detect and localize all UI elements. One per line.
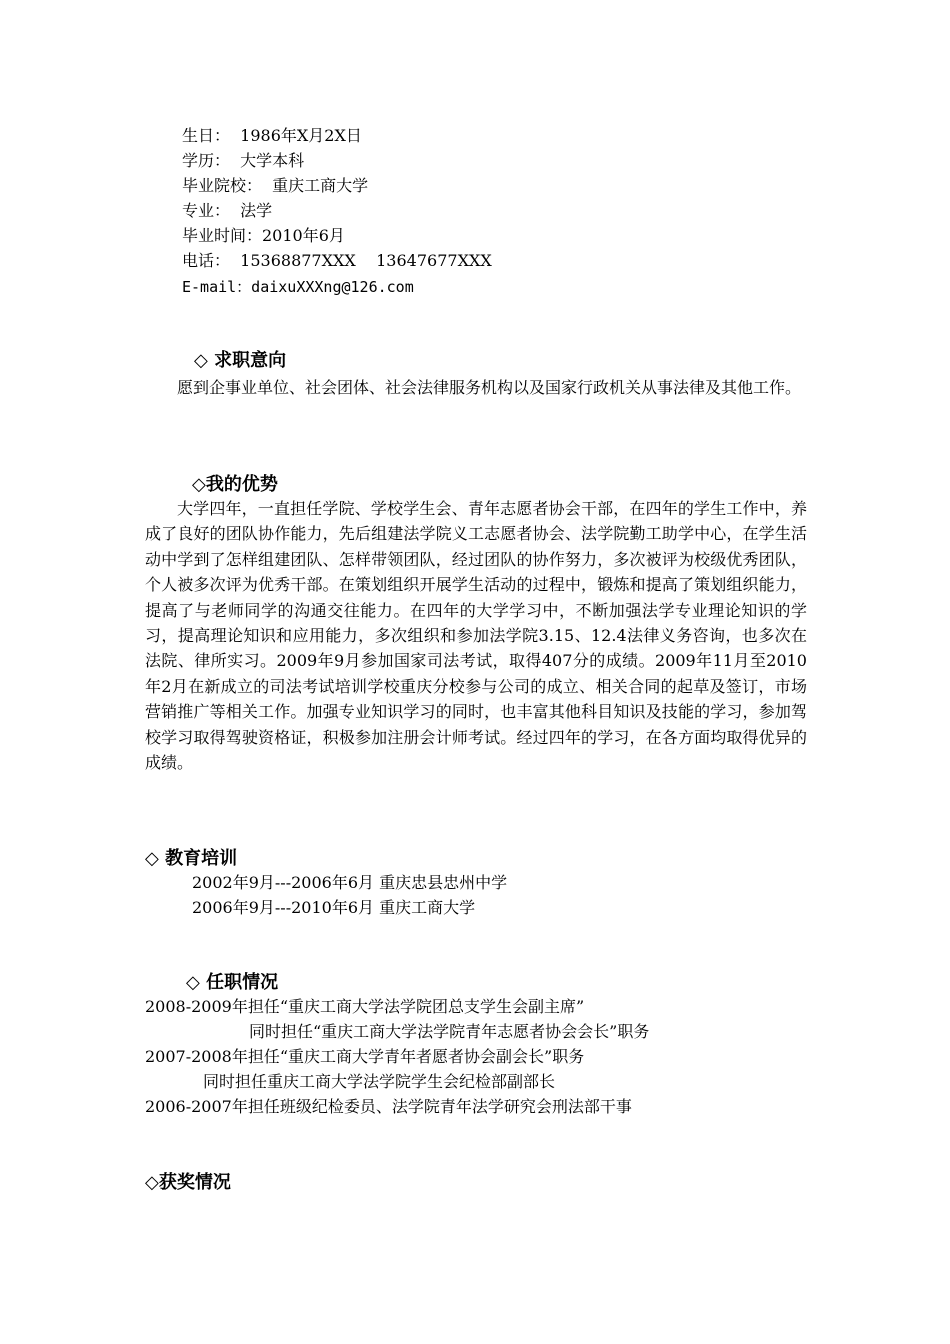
- education-item: 2002年9月---2006年6月 重庆忠县忠州中学: [192, 873, 508, 892]
- education-item: 2006年9月---2010年6月 重庆工商大学: [192, 898, 476, 917]
- job-intent-text: 愿到企事业单位、社会团体、社会法律服务机构以及国家行政机关从事法律及其他工作。: [177, 378, 802, 397]
- education-level-line: 学历： 大学本科: [182, 151, 305, 170]
- position-item: 同时担任重庆工商大学法学院学生会纪检部副部长: [203, 1072, 556, 1091]
- birthday-line: 生日： 1986年X月2X日: [182, 126, 362, 145]
- position-item: 同时担任“重庆工商大学法学院青年志愿者协会会长”职务: [249, 1022, 650, 1041]
- school-line: 毕业院校： 重庆工商大学: [182, 176, 369, 195]
- phone-line: 电话： 15368877XXX 13647677XXX: [182, 251, 492, 270]
- advantages-text: 大学四年，一直担任学院、学校学生会、青年志愿者协会干部，在四年的学生工作中，养成了良好的团队协作能力，先后组建法学院义工志愿者协会、法学院勤工助学中心，在学生活动中学到了怎样组建团队、怎样带领团队，经过团队的协作努力，多次被评为校级优秀团队，个人被多次评为优秀干部。在策划组织开展学生活动的过程中，锻炼和提高了策划组织能力，提高了与老师同学的沟通交往能力。在四年的大学学习中，不断加强法学专业理论知识的学习，提高理论知识和应用能力，多次组织和参加法学院3.15、12.4法律义务咨询，也多次在法院、律所实习。2009年9月参加国家司法考试，取得407分的成绩。2009年11月至2010年2月在新成立的司法考试培训学校重庆分校参与公司的成立、相关合同的起草及签订，市场营销推广等相关工作。加强专业知识学习的同时，也丰富其他科目知识及技能的学习，参加驾校学习取得驾驶资格证，积极参加注册会计师考试。经过四年的学习，在各方面均取得优异的成绩。: [145, 499, 807, 773]
- position-item: 2006-2007年担任班级纪检委员、法学院青年法学研究会刑法部干事: [145, 1097, 632, 1116]
- position-item: 2008-2009年担任“重庆工商大学法学院团总支学生会副主席”: [145, 997, 585, 1016]
- education-heading: ◇ 教育培训: [145, 848, 238, 869]
- positions-heading: ◇ 任职情况: [186, 972, 279, 993]
- position-item: 2007-2008年担任“重庆工商大学青年者愿者协会副会长”职务: [145, 1047, 585, 1066]
- email-line: E-mail：daixuXXXng@126.com: [182, 278, 414, 296]
- advantages-heading: ◇我的优势: [192, 474, 278, 495]
- awards-heading: ◇获奖情况: [145, 1172, 231, 1193]
- major-line: 专业： 法学: [182, 201, 273, 220]
- graduation-line: 毕业时间：2010年6月: [182, 226, 345, 245]
- job-intent-heading: ◇ 求职意向: [194, 350, 287, 371]
